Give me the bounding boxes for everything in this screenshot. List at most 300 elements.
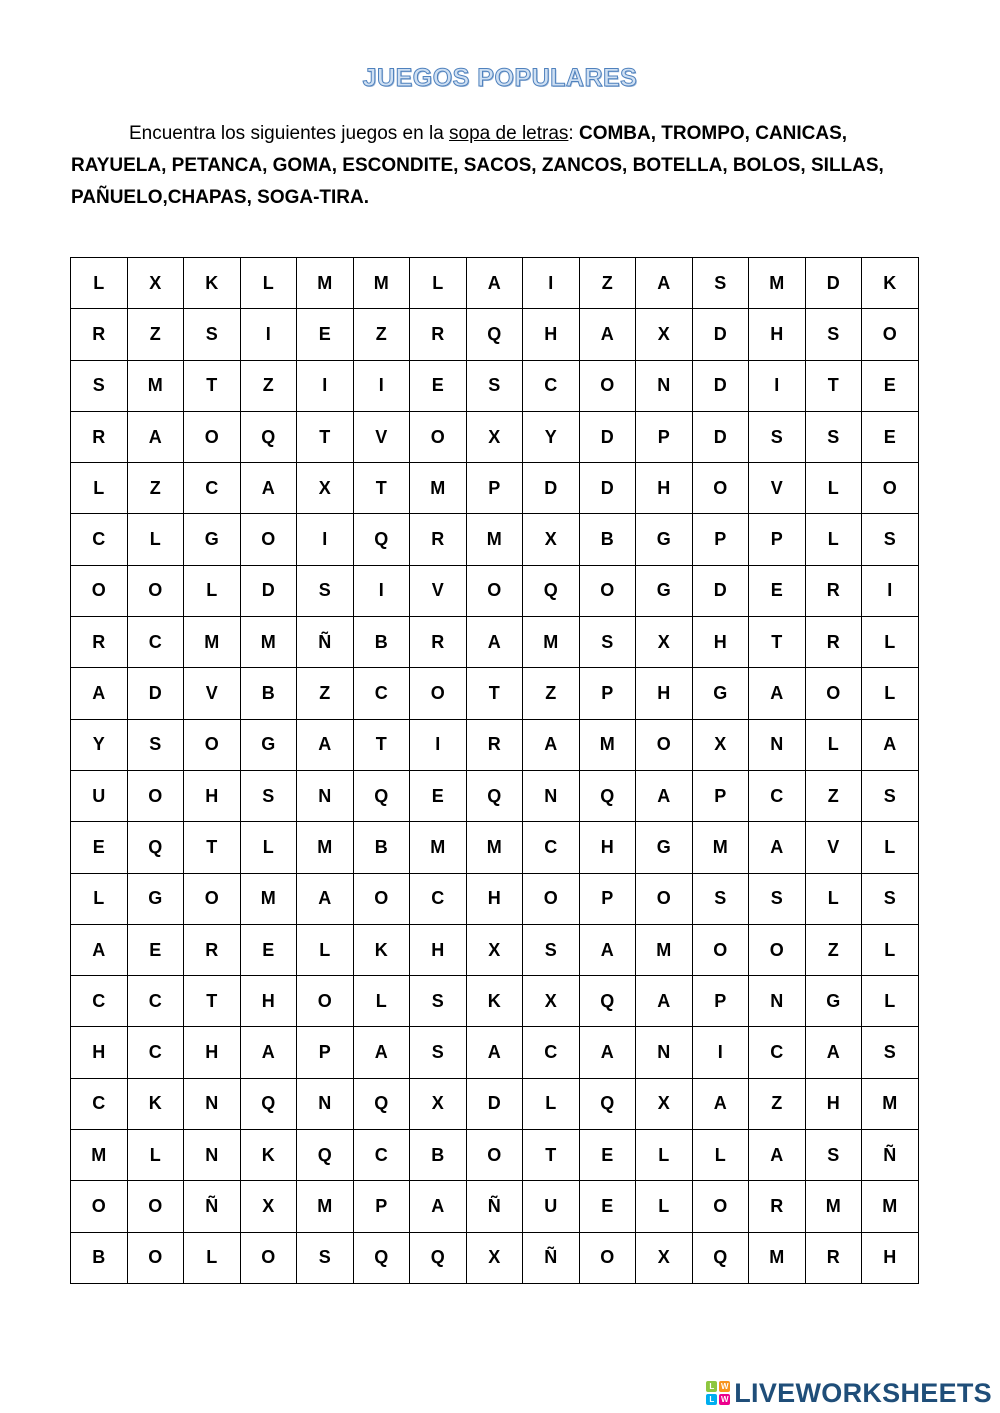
grid-cell[interactable]: T — [749, 617, 806, 668]
grid-cell[interactable]: Y — [523, 411, 580, 462]
grid-cell[interactable]: D — [579, 411, 636, 462]
grid-cell[interactable]: T — [184, 822, 241, 873]
grid-cell[interactable]: O — [127, 565, 184, 616]
grid-cell[interactable]: M — [240, 873, 297, 924]
grid-cell[interactable]: C — [749, 1027, 806, 1078]
grid-cell[interactable]: H — [749, 309, 806, 360]
grid-cell[interactable]: A — [579, 309, 636, 360]
grid-cell[interactable]: L — [805, 719, 862, 770]
grid-cell[interactable]: M — [749, 258, 806, 309]
grid-cell[interactable]: S — [749, 873, 806, 924]
grid-cell[interactable]: Q — [353, 514, 410, 565]
grid-cell[interactable]: C — [127, 617, 184, 668]
grid-cell[interactable]: Z — [579, 258, 636, 309]
grid-cell[interactable]: Ñ — [466, 1181, 523, 1232]
grid-cell[interactable]: O — [466, 1130, 523, 1181]
grid-cell[interactable]: A — [523, 719, 580, 770]
grid-cell[interactable]: L — [862, 822, 919, 873]
grid-cell[interactable]: Q — [127, 822, 184, 873]
grid-cell[interactable]: M — [297, 822, 354, 873]
grid-cell[interactable]: L — [127, 1130, 184, 1181]
grid-cell[interactable]: S — [184, 309, 241, 360]
grid-cell[interactable]: D — [523, 463, 580, 514]
grid-cell[interactable]: L — [862, 617, 919, 668]
grid-cell[interactable]: H — [466, 873, 523, 924]
grid-cell[interactable]: B — [579, 514, 636, 565]
grid-cell[interactable]: S — [297, 1232, 354, 1283]
grid-cell[interactable]: S — [410, 1027, 467, 1078]
grid-cell[interactable]: M — [297, 1181, 354, 1232]
grid-cell[interactable]: A — [240, 1027, 297, 1078]
grid-cell[interactable]: A — [636, 770, 693, 821]
grid-cell[interactable]: R — [749, 1181, 806, 1232]
grid-cell[interactable]: H — [240, 976, 297, 1027]
grid-cell[interactable]: M — [127, 360, 184, 411]
grid-cell[interactable]: V — [353, 411, 410, 462]
grid-cell[interactable]: C — [71, 1078, 128, 1129]
grid-cell[interactable]: S — [862, 1027, 919, 1078]
grid-cell[interactable]: P — [692, 770, 749, 821]
grid-cell[interactable]: A — [636, 976, 693, 1027]
grid-cell[interactable]: H — [71, 1027, 128, 1078]
grid-cell[interactable]: G — [692, 668, 749, 719]
grid-cell[interactable]: O — [636, 719, 693, 770]
grid-cell[interactable]: P — [466, 463, 523, 514]
grid-cell[interactable]: A — [297, 719, 354, 770]
grid-cell[interactable]: D — [466, 1078, 523, 1129]
grid-cell[interactable]: M — [297, 258, 354, 309]
grid-cell[interactable]: H — [636, 668, 693, 719]
grid-cell[interactable]: Q — [240, 411, 297, 462]
grid-cell[interactable]: Z — [749, 1078, 806, 1129]
grid-cell[interactable]: Q — [579, 1078, 636, 1129]
grid-cell[interactable]: D — [692, 309, 749, 360]
grid-cell[interactable]: P — [297, 1027, 354, 1078]
grid-cell[interactable]: L — [297, 924, 354, 975]
grid-cell[interactable]: Z — [240, 360, 297, 411]
grid-cell[interactable]: Z — [805, 770, 862, 821]
grid-cell[interactable]: O — [805, 668, 862, 719]
grid-cell[interactable]: P — [692, 976, 749, 1027]
grid-cell[interactable]: T — [353, 463, 410, 514]
grid-cell[interactable]: S — [466, 360, 523, 411]
grid-cell[interactable]: B — [71, 1232, 128, 1283]
grid-cell[interactable]: G — [636, 822, 693, 873]
grid-cell[interactable]: H — [636, 463, 693, 514]
grid-cell[interactable]: O — [579, 565, 636, 616]
grid-cell[interactable]: E — [240, 924, 297, 975]
grid-cell[interactable]: O — [410, 411, 467, 462]
grid-cell[interactable]: C — [184, 463, 241, 514]
grid-cell[interactable]: H — [184, 770, 241, 821]
grid-cell[interactable]: T — [805, 360, 862, 411]
grid-cell[interactable]: C — [749, 770, 806, 821]
grid-cell[interactable]: O — [353, 873, 410, 924]
grid-cell[interactable]: E — [410, 360, 467, 411]
grid-cell[interactable]: R — [466, 719, 523, 770]
grid-cell[interactable]: T — [297, 411, 354, 462]
grid-cell[interactable]: L — [410, 258, 467, 309]
grid-cell[interactable]: M — [523, 617, 580, 668]
grid-cell[interactable]: I — [297, 360, 354, 411]
grid-cell[interactable]: M — [466, 822, 523, 873]
grid-cell[interactable]: D — [805, 258, 862, 309]
grid-cell[interactable]: V — [749, 463, 806, 514]
grid-cell[interactable]: O — [297, 976, 354, 1027]
grid-cell[interactable]: M — [466, 514, 523, 565]
grid-cell[interactable]: Q — [353, 1232, 410, 1283]
grid-cell[interactable]: R — [410, 617, 467, 668]
grid-cell[interactable]: S — [862, 770, 919, 821]
grid-cell[interactable]: T — [466, 668, 523, 719]
grid-cell[interactable]: P — [353, 1181, 410, 1232]
grid-cell[interactable]: L — [184, 1232, 241, 1283]
grid-cell[interactable]: A — [749, 1130, 806, 1181]
grid-cell[interactable]: A — [240, 463, 297, 514]
grid-cell[interactable]: X — [636, 617, 693, 668]
grid-cell[interactable]: G — [805, 976, 862, 1027]
grid-cell[interactable]: O — [184, 411, 241, 462]
grid-cell[interactable]: Ñ — [297, 617, 354, 668]
grid-cell[interactable]: O — [466, 565, 523, 616]
grid-cell[interactable]: Q — [410, 1232, 467, 1283]
grid-cell[interactable]: X — [523, 514, 580, 565]
grid-cell[interactable]: R — [71, 411, 128, 462]
grid-cell[interactable]: N — [636, 1027, 693, 1078]
grid-cell[interactable]: X — [692, 719, 749, 770]
grid-cell[interactable]: L — [862, 976, 919, 1027]
grid-cell[interactable]: C — [353, 668, 410, 719]
grid-cell[interactable]: P — [749, 514, 806, 565]
grid-cell[interactable]: C — [127, 976, 184, 1027]
grid-cell[interactable]: Q — [353, 1078, 410, 1129]
grid-cell[interactable]: I — [240, 309, 297, 360]
grid-cell[interactable]: M — [353, 258, 410, 309]
grid-cell[interactable]: X — [410, 1078, 467, 1129]
grid-cell[interactable]: A — [466, 1027, 523, 1078]
grid-cell[interactable]: E — [749, 565, 806, 616]
grid-cell[interactable]: O — [862, 309, 919, 360]
grid-cell[interactable]: G — [636, 565, 693, 616]
grid-cell[interactable]: X — [240, 1181, 297, 1232]
grid-cell[interactable]: V — [410, 565, 467, 616]
grid-cell[interactable]: C — [71, 976, 128, 1027]
grid-cell[interactable]: P — [692, 514, 749, 565]
grid-cell[interactable]: L — [805, 514, 862, 565]
grid-cell[interactable]: O — [862, 463, 919, 514]
grid-cell[interactable]: Y — [71, 719, 128, 770]
grid-cell[interactable]: H — [523, 309, 580, 360]
grid-cell[interactable]: S — [692, 873, 749, 924]
grid-cell[interactable]: L — [523, 1078, 580, 1129]
grid-cell[interactable]: R — [71, 309, 128, 360]
grid-cell[interactable]: L — [636, 1181, 693, 1232]
grid-cell[interactable]: P — [579, 873, 636, 924]
grid-cell[interactable]: R — [410, 309, 467, 360]
grid-cell[interactable]: H — [692, 617, 749, 668]
grid-cell[interactable]: L — [240, 258, 297, 309]
grid-cell[interactable]: C — [410, 873, 467, 924]
grid-cell[interactable]: R — [805, 617, 862, 668]
grid-cell[interactable]: O — [71, 1181, 128, 1232]
grid-cell[interactable]: R — [805, 565, 862, 616]
grid-cell[interactable]: M — [636, 924, 693, 975]
grid-cell[interactable]: A — [579, 924, 636, 975]
grid-cell[interactable]: M — [749, 1232, 806, 1283]
grid-cell[interactable]: I — [862, 565, 919, 616]
grid-cell[interactable]: S — [862, 514, 919, 565]
grid-cell[interactable]: O — [184, 719, 241, 770]
grid-cell[interactable]: K — [466, 976, 523, 1027]
grid-cell[interactable]: Q — [523, 565, 580, 616]
grid-cell[interactable]: K — [353, 924, 410, 975]
grid-cell[interactable]: M — [71, 1130, 128, 1181]
grid-cell[interactable]: X — [523, 976, 580, 1027]
grid-cell[interactable]: K — [862, 258, 919, 309]
grid-cell[interactable]: O — [240, 1232, 297, 1283]
grid-cell[interactable]: A — [636, 258, 693, 309]
grid-cell[interactable]: O — [127, 1181, 184, 1232]
grid-cell[interactable]: D — [692, 565, 749, 616]
grid-cell[interactable]: L — [184, 565, 241, 616]
grid-cell[interactable]: A — [410, 1181, 467, 1232]
grid-cell[interactable]: Q — [579, 976, 636, 1027]
grid-cell[interactable]: S — [749, 411, 806, 462]
grid-cell[interactable]: S — [862, 873, 919, 924]
grid-cell[interactable]: B — [410, 1130, 467, 1181]
grid-cell[interactable]: N — [297, 1078, 354, 1129]
grid-cell[interactable]: K — [184, 258, 241, 309]
grid-cell[interactable]: D — [240, 565, 297, 616]
grid-cell[interactable]: A — [579, 1027, 636, 1078]
grid-cell[interactable]: X — [297, 463, 354, 514]
grid-cell[interactable]: N — [523, 770, 580, 821]
grid-cell[interactable]: N — [297, 770, 354, 821]
grid-cell[interactable]: I — [410, 719, 467, 770]
grid-cell[interactable]: A — [353, 1027, 410, 1078]
grid-cell[interactable]: N — [749, 976, 806, 1027]
grid-cell[interactable]: T — [184, 976, 241, 1027]
grid-cell[interactable]: Q — [692, 1232, 749, 1283]
grid-cell[interactable]: E — [579, 1181, 636, 1232]
grid-cell[interactable]: D — [692, 411, 749, 462]
grid-cell[interactable]: A — [749, 668, 806, 719]
grid-cell[interactable]: O — [184, 873, 241, 924]
grid-cell[interactable]: M — [862, 1078, 919, 1129]
grid-cell[interactable]: T — [184, 360, 241, 411]
grid-cell[interactable]: M — [184, 617, 241, 668]
grid-cell[interactable]: M — [410, 822, 467, 873]
grid-cell[interactable]: C — [127, 1027, 184, 1078]
grid-cell[interactable]: Z — [523, 668, 580, 719]
grid-cell[interactable]: X — [636, 1232, 693, 1283]
grid-cell[interactable]: Q — [466, 770, 523, 821]
grid-cell[interactable]: K — [240, 1130, 297, 1181]
grid-cell[interactable]: X — [466, 1232, 523, 1283]
grid-cell[interactable]: X — [127, 258, 184, 309]
grid-cell[interactable]: G — [127, 873, 184, 924]
grid-cell[interactable]: I — [523, 258, 580, 309]
grid-cell[interactable]: Q — [466, 309, 523, 360]
grid-cell[interactable]: I — [297, 514, 354, 565]
grid-cell[interactable]: V — [805, 822, 862, 873]
grid-cell[interactable]: H — [579, 822, 636, 873]
grid-cell[interactable]: I — [353, 360, 410, 411]
grid-cell[interactable]: S — [297, 565, 354, 616]
grid-cell[interactable]: T — [523, 1130, 580, 1181]
grid-cell[interactable]: E — [71, 822, 128, 873]
grid-cell[interactable]: C — [523, 1027, 580, 1078]
grid-cell[interactable]: Ñ — [862, 1130, 919, 1181]
grid-cell[interactable]: P — [579, 668, 636, 719]
grid-cell[interactable]: M — [410, 463, 467, 514]
grid-cell[interactable]: A — [127, 411, 184, 462]
grid-cell[interactable]: Ñ — [523, 1232, 580, 1283]
grid-cell[interactable]: O — [692, 924, 749, 975]
grid-cell[interactable]: S — [805, 309, 862, 360]
grid-cell[interactable]: L — [127, 514, 184, 565]
grid-cell[interactable]: X — [636, 309, 693, 360]
grid-cell[interactable]: E — [579, 1130, 636, 1181]
grid-cell[interactable]: S — [240, 770, 297, 821]
grid-cell[interactable]: T — [353, 719, 410, 770]
grid-cell[interactable]: S — [579, 617, 636, 668]
grid-cell[interactable]: A — [805, 1027, 862, 1078]
grid-cell[interactable]: B — [240, 668, 297, 719]
grid-cell[interactable]: O — [127, 1232, 184, 1283]
grid-cell[interactable]: P — [636, 411, 693, 462]
grid-cell[interactable]: V — [184, 668, 241, 719]
grid-cell[interactable]: E — [127, 924, 184, 975]
grid-cell[interactable]: O — [692, 1181, 749, 1232]
grid-cell[interactable]: S — [410, 976, 467, 1027]
grid-cell[interactable]: O — [523, 873, 580, 924]
grid-cell[interactable]: R — [184, 924, 241, 975]
grid-cell[interactable]: O — [71, 565, 128, 616]
grid-cell[interactable]: B — [353, 822, 410, 873]
grid-cell[interactable]: A — [749, 822, 806, 873]
grid-cell[interactable]: L — [240, 822, 297, 873]
grid-cell[interactable]: N — [184, 1130, 241, 1181]
grid-cell[interactable]: Z — [353, 309, 410, 360]
grid-cell[interactable]: A — [297, 873, 354, 924]
grid-cell[interactable]: C — [523, 360, 580, 411]
grid-cell[interactable]: Q — [297, 1130, 354, 1181]
grid-cell[interactable]: A — [71, 668, 128, 719]
grid-cell[interactable]: H — [410, 924, 467, 975]
grid-cell[interactable]: S — [523, 924, 580, 975]
grid-cell[interactable]: B — [353, 617, 410, 668]
grid-cell[interactable]: M — [862, 1181, 919, 1232]
grid-cell[interactable]: L — [805, 873, 862, 924]
grid-cell[interactable]: O — [692, 463, 749, 514]
grid-cell[interactable]: D — [579, 463, 636, 514]
grid-cell[interactable]: M — [805, 1181, 862, 1232]
grid-cell[interactable]: C — [523, 822, 580, 873]
grid-cell[interactable]: H — [805, 1078, 862, 1129]
grid-cell[interactable]: R — [71, 617, 128, 668]
grid-cell[interactable]: I — [353, 565, 410, 616]
grid-cell[interactable]: L — [862, 668, 919, 719]
grid-cell[interactable]: H — [184, 1027, 241, 1078]
grid-cell[interactable]: L — [353, 976, 410, 1027]
grid-cell[interactable]: L — [692, 1130, 749, 1181]
grid-cell[interactable]: Q — [240, 1078, 297, 1129]
grid-cell[interactable]: G — [636, 514, 693, 565]
grid-cell[interactable]: S — [127, 719, 184, 770]
grid-cell[interactable]: Q — [579, 770, 636, 821]
grid-cell[interactable]: O — [579, 360, 636, 411]
grid-cell[interactable]: O — [127, 770, 184, 821]
grid-cell[interactable]: D — [692, 360, 749, 411]
grid-cell[interactable]: N — [636, 360, 693, 411]
grid-cell[interactable]: O — [579, 1232, 636, 1283]
grid-cell[interactable]: O — [636, 873, 693, 924]
grid-cell[interactable]: L — [71, 463, 128, 514]
grid-cell[interactable]: L — [71, 873, 128, 924]
grid-cell[interactable]: S — [71, 360, 128, 411]
grid-cell[interactable]: X — [466, 411, 523, 462]
grid-cell[interactable]: X — [466, 924, 523, 975]
grid-cell[interactable]: A — [466, 617, 523, 668]
grid-cell[interactable]: C — [71, 514, 128, 565]
grid-cell[interactable]: L — [71, 258, 128, 309]
grid-cell[interactable]: R — [805, 1232, 862, 1283]
grid-cell[interactable]: Z — [805, 924, 862, 975]
grid-cell[interactable]: R — [410, 514, 467, 565]
grid-cell[interactable]: A — [71, 924, 128, 975]
grid-cell[interactable]: A — [862, 719, 919, 770]
grid-cell[interactable]: N — [749, 719, 806, 770]
grid-cell[interactable]: X — [636, 1078, 693, 1129]
grid-cell[interactable]: Ñ — [184, 1181, 241, 1232]
grid-cell[interactable]: M — [240, 617, 297, 668]
grid-cell[interactable]: E — [297, 309, 354, 360]
grid-cell[interactable]: I — [692, 1027, 749, 1078]
grid-cell[interactable]: Q — [353, 770, 410, 821]
grid-cell[interactable]: K — [127, 1078, 184, 1129]
grid-cell[interactable]: E — [410, 770, 467, 821]
grid-cell[interactable]: M — [579, 719, 636, 770]
grid-cell[interactable]: L — [805, 463, 862, 514]
grid-cell[interactable]: S — [805, 411, 862, 462]
grid-cell[interactable]: L — [636, 1130, 693, 1181]
grid-cell[interactable]: E — [862, 411, 919, 462]
grid-cell[interactable]: G — [184, 514, 241, 565]
grid-cell[interactable]: C — [353, 1130, 410, 1181]
grid-cell[interactable]: O — [410, 668, 467, 719]
grid-cell[interactable]: G — [240, 719, 297, 770]
grid-cell[interactable]: E — [862, 360, 919, 411]
grid-cell[interactable]: S — [692, 258, 749, 309]
grid-cell[interactable]: N — [184, 1078, 241, 1129]
grid-cell[interactable]: L — [862, 924, 919, 975]
grid-cell[interactable]: Z — [127, 463, 184, 514]
grid-cell[interactable]: O — [240, 514, 297, 565]
grid-cell[interactable]: I — [749, 360, 806, 411]
grid-cell[interactable]: M — [692, 822, 749, 873]
grid-cell[interactable]: S — [805, 1130, 862, 1181]
grid-cell[interactable]: U — [71, 770, 128, 821]
grid-cell[interactable]: O — [749, 924, 806, 975]
grid-cell[interactable]: Z — [297, 668, 354, 719]
grid-cell[interactable]: U — [523, 1181, 580, 1232]
grid-cell[interactable]: A — [466, 258, 523, 309]
grid-cell[interactable]: A — [692, 1078, 749, 1129]
grid-cell[interactable]: D — [127, 668, 184, 719]
grid-cell[interactable]: Z — [127, 309, 184, 360]
grid-cell[interactable]: H — [862, 1232, 919, 1283]
